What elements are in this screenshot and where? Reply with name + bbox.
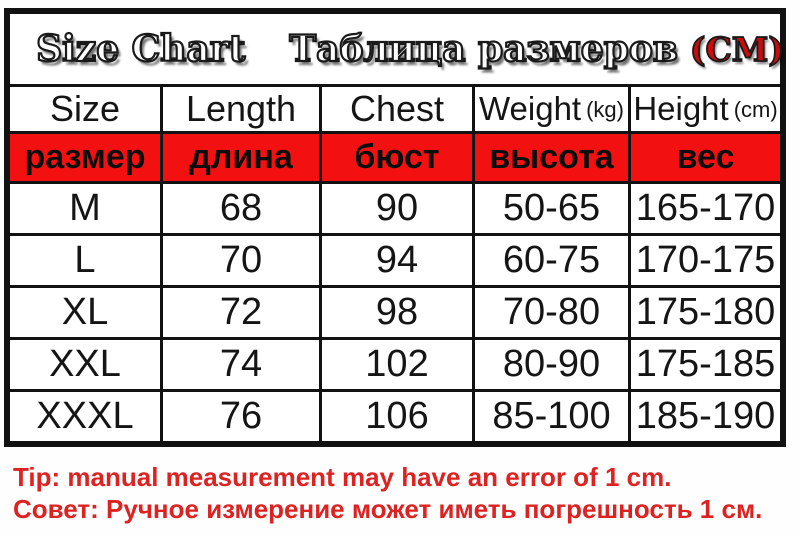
cell-length: 76	[160, 392, 319, 441]
cell-weight: 70-80	[472, 288, 628, 337]
header-chest-label: Chest	[349, 88, 445, 129]
cell-size: XL	[61, 291, 109, 333]
table-row-xxxl	[10, 389, 780, 441]
cell-height: 185-190	[628, 392, 780, 441]
cell-size: M	[69, 187, 101, 229]
header-row	[10, 84, 780, 131]
subheader-ves: вес	[628, 134, 780, 181]
table-title	[10, 14, 784, 84]
title-unit-cm: (СМ)	[689, 29, 784, 69]
cell-weight: 60-75	[472, 236, 628, 285]
subheader-razmer: размер	[10, 134, 160, 181]
size-chart-table	[4, 8, 786, 447]
subheader-vysota: высота	[472, 134, 628, 181]
cell-height: 175-185	[628, 340, 780, 389]
title-english: Size Chart	[36, 28, 246, 70]
title-russian: Таблица размеров	[289, 28, 678, 70]
cell-size: L	[74, 239, 96, 281]
cell-length: 70	[160, 236, 319, 285]
header-length	[160, 87, 319, 131]
cell-chest: 94	[319, 236, 472, 285]
cell-weight: 85-100	[472, 392, 628, 441]
cell-chest: 90	[319, 184, 472, 233]
header-height-unit: (cm)	[733, 97, 778, 122]
subheader-row-russian	[10, 131, 780, 181]
header-weight-label: Weight	[478, 90, 582, 127]
header-chest	[319, 87, 472, 131]
cell-chest: 102	[319, 340, 472, 389]
cell-chest: 106	[319, 392, 472, 441]
table-row-m	[10, 181, 780, 233]
cell-weight: 50-65	[472, 184, 628, 233]
table-row-xl	[10, 285, 780, 337]
note-russian: Совет: Ручное измерение может иметь погрешность 1 см.	[13, 494, 763, 524]
header-height-label: Height	[633, 90, 729, 127]
cell-length: 72	[160, 288, 319, 337]
table-row-xxl	[10, 337, 780, 389]
note-english: Tip: manual measurement may have an error of 1 cm.	[13, 462, 672, 492]
header-height	[628, 87, 780, 131]
cell-weight: 80-90	[472, 340, 628, 389]
cell-chest: 98	[319, 288, 472, 337]
cell-height: 170-175	[628, 236, 780, 285]
cell-size: XXXL	[36, 395, 134, 437]
cell-size: XXL	[49, 343, 121, 385]
header-size-label: Size	[49, 88, 121, 129]
header-weight	[472, 87, 628, 131]
cell-length: 74	[160, 340, 319, 389]
subheader-byust: бюст	[319, 134, 472, 181]
header-length-label: Length	[185, 88, 297, 129]
header-weight-unit: (kg)	[586, 97, 624, 122]
cell-height: 175-180	[628, 288, 780, 337]
subheader-dlina: длина	[160, 134, 319, 181]
header-size	[10, 87, 160, 131]
table-row-l	[10, 233, 780, 285]
cell-length: 68	[160, 184, 319, 233]
measurement-notes	[13, 461, 762, 525]
cell-height: 165-170	[628, 184, 780, 233]
